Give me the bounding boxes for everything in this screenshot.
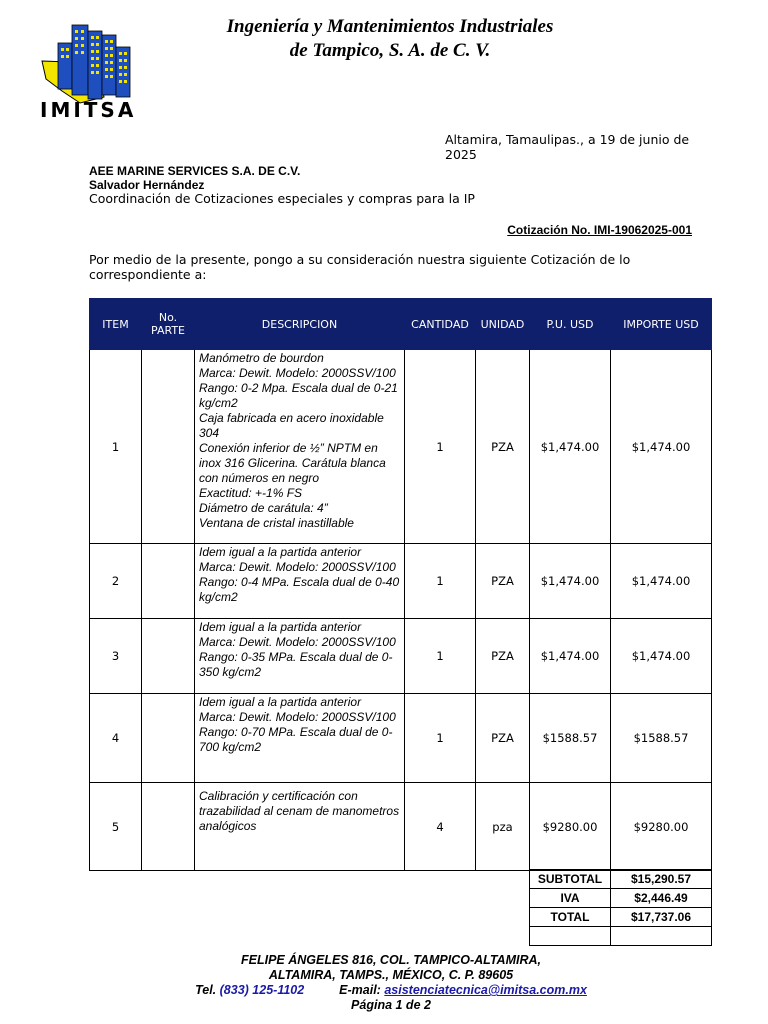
totals-row-iva: [530, 889, 712, 908]
header-unit: UNIDAD: [476, 299, 530, 350]
cell-amount: $9280.00: [611, 783, 712, 871]
intro-text: Por medio de la presente, pongo a su consideración nuestra siguiente Cotización de lo correspondiente a:: [89, 252, 631, 282]
table-header-row: [90, 299, 712, 350]
recipient-company: AEE MARINE SERVICES S.A. DE C.V.: [89, 164, 301, 178]
cell-quantity: 4: [405, 783, 476, 871]
cell-item: 1: [90, 350, 142, 544]
cell-unit: PZA: [476, 544, 530, 619]
cell-unit-price: $1588.57: [530, 694, 611, 783]
header-item: ITEM: [90, 299, 142, 350]
desc-line: Manómetro de bourdon: [199, 351, 324, 365]
email-link[interactable]: asistenciatecnica@imitsa.com.mx: [384, 983, 587, 997]
desc-line: Idem igual a la partida anterior: [199, 620, 362, 634]
page-number: Página 1 de 2: [351, 998, 431, 1012]
cell-part: [142, 350, 195, 544]
cell-unit: PZA: [476, 619, 530, 694]
items-table: [89, 298, 712, 871]
desc-line: Caja fabricada en acero inoxidable 304: [199, 411, 384, 440]
tel-label: Tel.: [195, 983, 217, 997]
desc-line: Rango: 0-70 MPa. Escala dual de 0-700 kg/cm2: [199, 725, 393, 754]
desc-line: Calibración y certificación con trazabilidad al cenam de manometros analógicos: [199, 789, 400, 833]
table-row: [90, 619, 712, 694]
cell-unit-price: $1,474.00: [530, 619, 611, 694]
cell-part: [142, 619, 195, 694]
desc-line: Idem igual a la partida anterior: [199, 545, 362, 559]
tel-number: (833) 125-1102: [219, 983, 305, 997]
recipient-department: Coordinación de Cotizaciones especiales y compras para la IP: [89, 191, 475, 206]
document-date: Altamira, Tamaulipas., a 19 de junio de 2025: [445, 132, 690, 162]
table-row: [90, 783, 712, 871]
desc-line: Marca: Dewit. Modelo: 2000SSV/100: [199, 635, 396, 649]
cell-quantity: 1: [405, 694, 476, 783]
recipient-block: [89, 164, 475, 206]
totals-row-total: [530, 908, 712, 927]
subtotal-label: SUBTOTAL: [530, 870, 611, 889]
cell-quantity: 1: [405, 544, 476, 619]
desc-line: Rango: 0-4 MPa. Escala dual de 0-40 kg/cm2: [199, 575, 400, 604]
desc-line: Marca: Dewit. Modelo: 2000SSV/100: [199, 710, 396, 724]
iva-label: IVA: [530, 889, 611, 908]
desc-line: Rango: 0-35 MPa. Escala dual de 0-350 kg/cm2: [199, 650, 393, 679]
cell-item: 3: [90, 619, 142, 694]
cell-amount: $1,474.00: [611, 619, 712, 694]
cell-description: [195, 544, 405, 619]
desc-line: Diámetro de carátula: 4”: [199, 501, 328, 515]
cell-part: [142, 544, 195, 619]
table-row: [90, 694, 712, 783]
cell-description: [195, 694, 405, 783]
cell-unit-price: $1,474.00: [530, 544, 611, 619]
footer-address-2: ALTAMIRA, TAMPS., MÉXICO, C. P. 89605: [268, 968, 514, 982]
header-description: DESCRIPCION: [195, 299, 405, 350]
desc-line: Exactitud: +-1% FS: [199, 486, 303, 500]
desc-line: Conexión inferior de ½” NPTM en inox 316 Glicerina. Carátula blanca con números en negro: [199, 441, 386, 485]
desc-line: Rango: 0-2 Mpa. Escala dual de 0-21 kg/cm2: [199, 381, 398, 410]
cell-description: [195, 350, 405, 544]
footer-address-1: FELIPE ÁNGELES 816, COL. TAMPICO-ALTAMIRA,: [240, 953, 541, 967]
footer: [150, 953, 632, 1013]
total-value: $17,737.06: [611, 908, 712, 927]
cell-part: [142, 694, 195, 783]
cell-amount: $1588.57: [611, 694, 712, 783]
empty-value: [611, 927, 712, 946]
desc-line: Idem igual a la partida anterior: [199, 695, 362, 709]
header-unit-price: P.U. USD: [530, 299, 611, 350]
quote-number: Cotización No. IMI-19062025-001: [507, 223, 692, 237]
desc-line: Marca: Dewit. Modelo: 2000SSV/100: [199, 366, 396, 380]
logo-text: IMITSA: [40, 98, 137, 122]
cell-quantity: 1: [405, 350, 476, 544]
header-amount: IMPORTE USD: [611, 299, 712, 350]
desc-line: Marca: Dewit. Modelo: 2000SSV/100: [199, 560, 396, 574]
table-row: [90, 350, 712, 544]
cell-unit: PZA: [476, 694, 530, 783]
cell-unit-price: $9280.00: [530, 783, 611, 871]
cell-description: [195, 619, 405, 694]
recipient-name: Salvador Hernández: [89, 178, 205, 192]
subtotal-value: $15,290.57: [611, 870, 712, 889]
company-name: [180, 15, 600, 63]
cell-unit: PZA: [476, 350, 530, 544]
company-line-2: de Tampico, S. A. de C. V.: [289, 40, 491, 61]
empty-label: [530, 927, 611, 946]
company-line-1: Ingeniería y Mantenimientos Industriales: [226, 16, 554, 37]
cell-quantity: 1: [405, 619, 476, 694]
totals-row-subtotal: [530, 870, 712, 889]
totals-row-empty: [530, 927, 712, 946]
cell-amount: $1,474.00: [611, 350, 712, 544]
cell-item: 5: [90, 783, 142, 871]
desc-line: Ventana de cristal inastillable: [199, 516, 354, 530]
table-row: [90, 544, 712, 619]
cell-unit: pza: [476, 783, 530, 871]
cell-amount: $1,474.00: [611, 544, 712, 619]
header-quantity: CANTIDAD: [405, 299, 476, 350]
total-label: TOTAL: [530, 908, 611, 927]
iva-value: $2,446.49: [611, 889, 712, 908]
totals-table: [529, 869, 712, 946]
cell-item: 4: [90, 694, 142, 783]
cell-part: [142, 783, 195, 871]
header-part: No. PARTE: [142, 299, 195, 350]
cell-description: [195, 783, 405, 871]
cell-unit-price: $1,474.00: [530, 350, 611, 544]
cell-item: 2: [90, 544, 142, 619]
footer-contact: [150, 983, 632, 998]
email-label: E-mail:: [339, 983, 381, 997]
